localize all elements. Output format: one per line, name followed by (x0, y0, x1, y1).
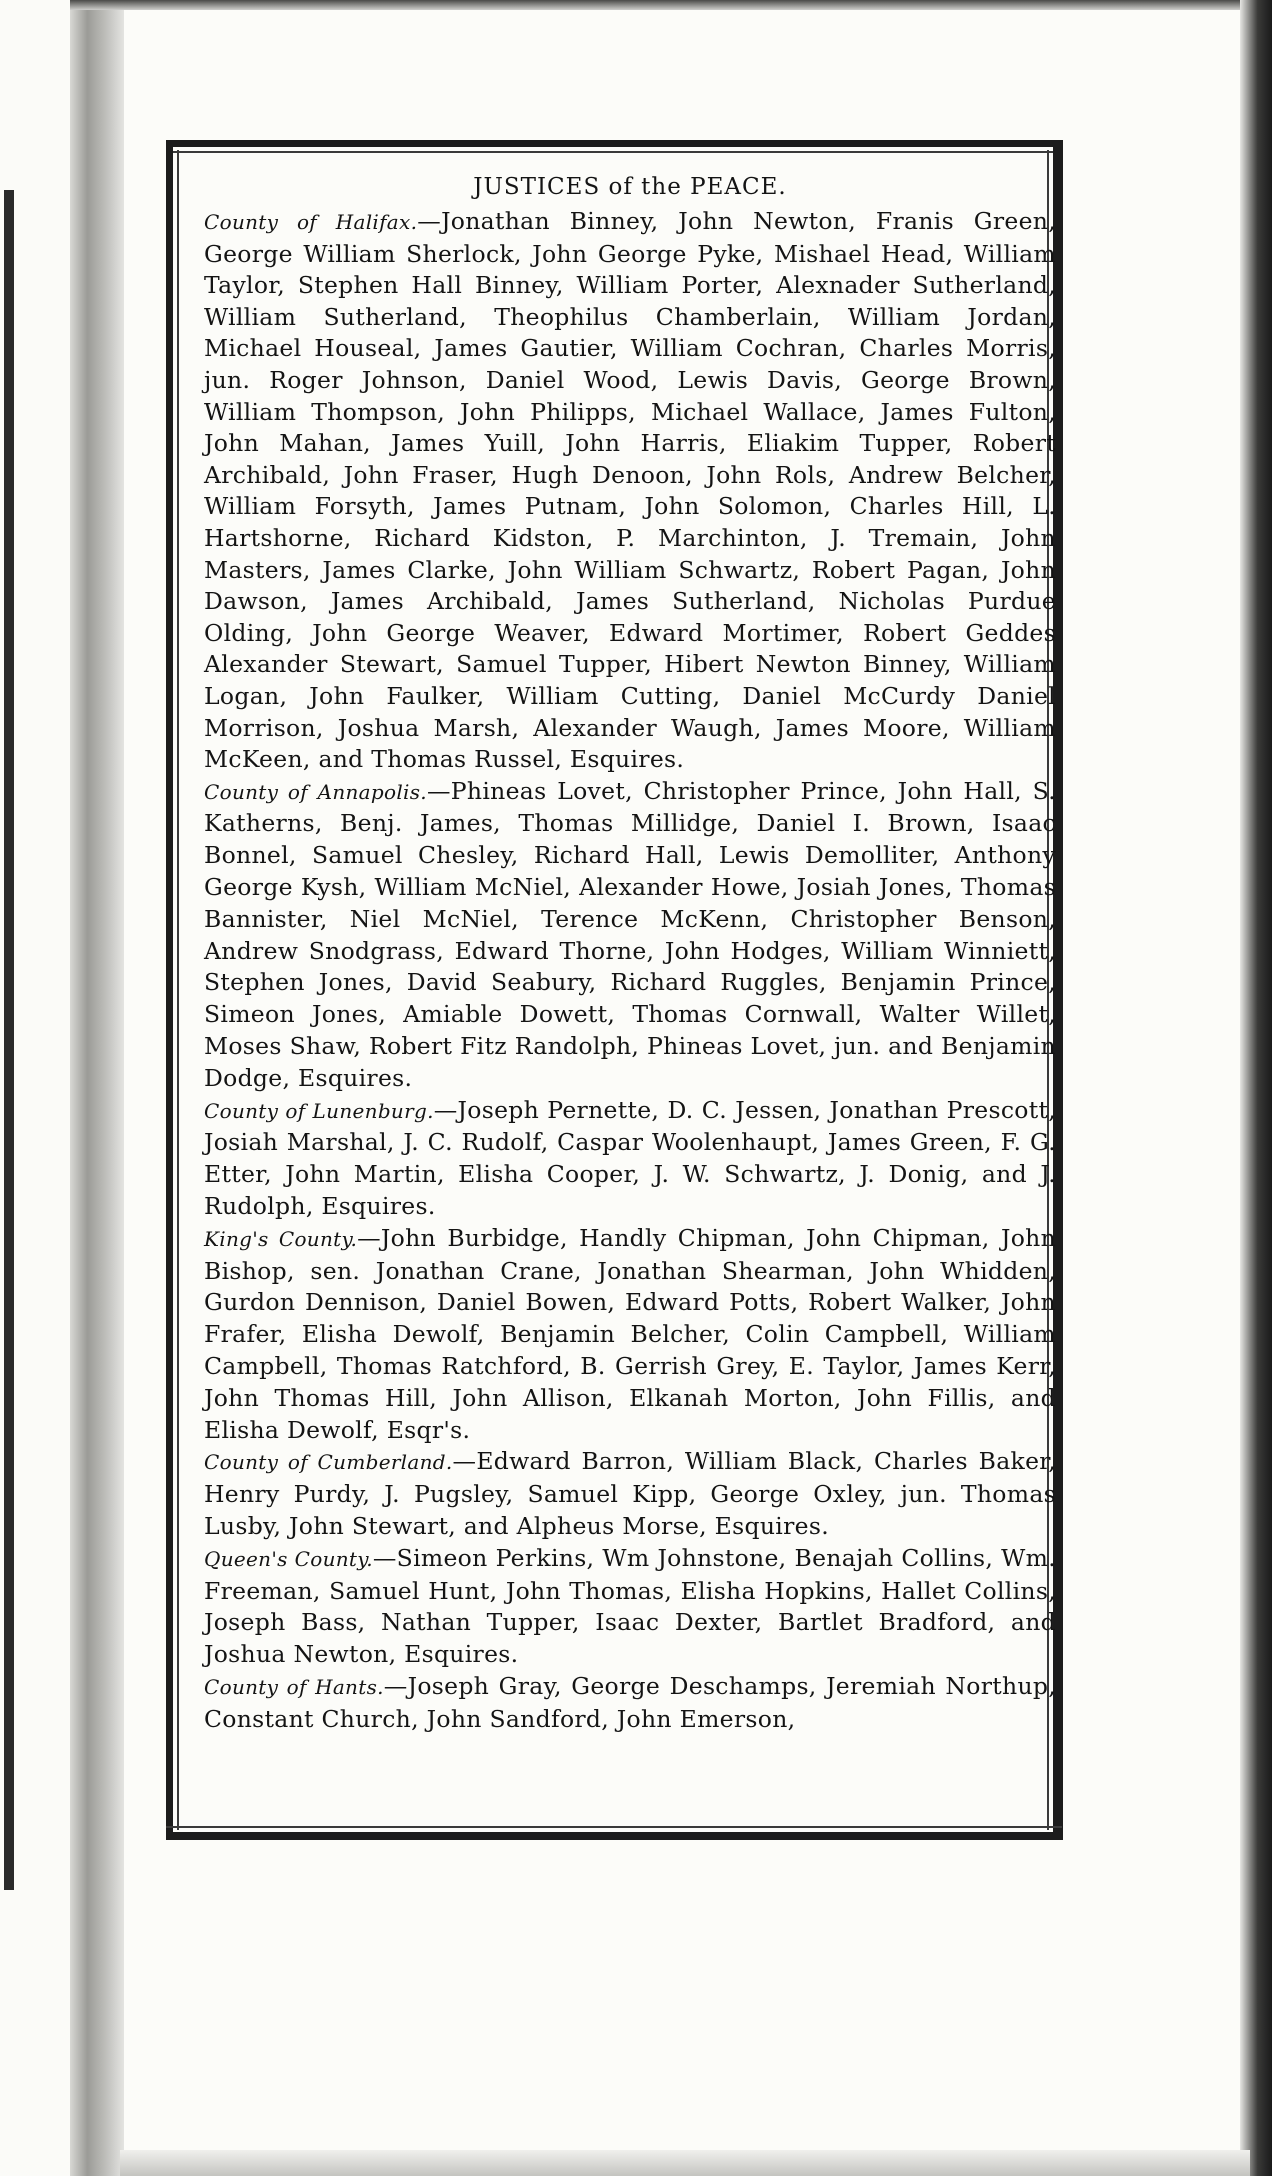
justice-names: —Simeon Perkins, Wm Johnstone, Benajah Collins, Wm. Freeman, Samuel Hunt, John Thomas, Elisha Hopkins, Hallet Collins, Joseph Bass, Nathan Tupper, Isaac Dexter, Bartlet Bradford, and Joshua Newton, Esquires. (204, 1543, 1056, 1669)
border-top-rule (166, 140, 1062, 147)
county-name: County of Annapolis. (204, 779, 427, 804)
right-shadow (1240, 0, 1272, 2176)
justice-names: —John Burbidge, Handly Chipman, John Chipman, John Bishop, sen. Jonathan Crane, Jonathan Shearman, John Whidden, Gurdon Dennison, Daniel Bowen, Edward Potts, Robert Walker, John Frafer, Elisha Dewolf, Benjamin Belcher, Colin Campbell, William Campbell, Thomas Ratchford, B. Gerrish Grey, E. Taylor, James Kerr, John Thomas Hill, John Allison, Elkanah Morton, John Fillis, and Elisha Dewolf, Esqr's. (204, 1223, 1057, 1444)
justice-names: —Joseph Pernette, D. C. Jessen, Jonathan Prescott, Josiah Marshal, J. C. Rudolf, Caspar Woolenhaupt, James Green, F. G. Etter, John Martin, Elisha Cooper, J. W. Schwartz, J. Donig, and J. Rudolph, Esquires. (204, 1095, 1057, 1221)
bottom-shadow (120, 2150, 1250, 2176)
county-name: Queen's County. (204, 1546, 373, 1571)
county-name: County of Hants. (204, 1675, 384, 1699)
county-entry-hants (204, 1671, 1056, 1736)
top-shadow (70, 0, 1250, 10)
county-name: County of Halifax. (204, 210, 418, 234)
county-entry-halifax (204, 206, 1056, 776)
border-bottom-hairline (166, 1826, 1062, 1828)
justice-names: —Jonathan Binney, John Newton, Franis Green, George William Sherlock, John George Pyke, Mishael Head, William Taylor, Stephen Hall Binney, William Porter, Alexnader Sutherland, William Sutherland, Theophilus Chamberlain, William Jordan, Michael Houseal, James Gautier, William Cochran, Charles Morris, jun. Roger Johnson, Daniel Wood, Lewis Davis, George Brown, William Thompson, John Philipps, Michael Wallace, James Fulton, John Mahan, James Yuill, John Harris, Eliakim Tupper, Robert Archibald, John Fraser, Hugh Denoon, John Rols, Andrew Belcher, William Forsyth, James Putnam, John Solomon, Charles Hill, L. Hartshorne, Richard Kidston, P. Marchinton, J. Tremain, John Masters, James Clarke, John William Schwartz, Robert Pagan, John Dawson, James Archibald, James Sutherland, Nicholas Purdue Olding, John George Weaver, Edward Mortimer, Robert Geddes Alexander Stewart, Samuel Tupper, Hibert Newton Binney, William Logan, John Faulker, William Cutting, Daniel McCurdy Daniel Morrison, Joshua Marsh, Alexander Waugh, James Moore, William McKeen, and Thomas Russel, Esquires. (204, 207, 1056, 774)
border-left-rule (166, 140, 173, 1840)
book-gutter (70, 0, 128, 2176)
justice-names: —Phineas Lovet, Christopher Prince, John Hall, S. Katherns, Benj. James, Thomas Millidge, Daniel I. Brown, Isaac Bonnel, Samuel Chesley, Richard Hall, Lewis Demolliter, Anthony George Kysh, William McNiel, Alexander Howe, Josiah Jones, Thomas Bannister, Niel McNiel, Terence McKenn, Christopher Benson, Andrew Snodgrass, Edward Thorne, John Hodges, William Winniett, Stephen Jones, David Seabury, Richard Ruggles, Benjamin Prince, Simeon Jones, Amiable Dowett, Thomas Cornwall, Walter Willet, Moses Shaw, Robert Fitz Randolph, Phineas Lovet, jun. and Benjamin Dodge, Esquires. (204, 776, 1056, 1092)
border-top-hairline (166, 151, 1062, 153)
border-bottom-rule (166, 1832, 1062, 1840)
section-heading: JUSTICES of the PEACE. (473, 174, 787, 200)
county-entry-cumberland (204, 1446, 1056, 1542)
county-entry-lunenburg (204, 1095, 1056, 1223)
county-name: County of Lunenburg. (204, 1098, 434, 1123)
county-entry-kings (204, 1223, 1056, 1447)
justice-names: —Edward Barron, William Black, Charles Baker, Henry Purdy, J. Pugsley, Samuel Kipp, George Oxley, jun. Thomas Lusby, John Stewart, and Alpheus Morse, Esquires. (204, 1447, 1056, 1541)
justices-list (204, 170, 1056, 1736)
county-entry-annapolis (204, 776, 1056, 1095)
justice-names: —Joseph Gray, George Deschamps, Jeremiah Northup, Constant Church, John Sandford, John Emerson, (204, 1672, 1056, 1733)
county-name: County of Cumberland. (204, 1450, 453, 1475)
county-entry-queens (204, 1543, 1056, 1671)
county-name: King's County. (204, 1226, 358, 1251)
border-left-hairline (177, 150, 179, 1830)
facing-page-text-edge (4, 190, 14, 1890)
